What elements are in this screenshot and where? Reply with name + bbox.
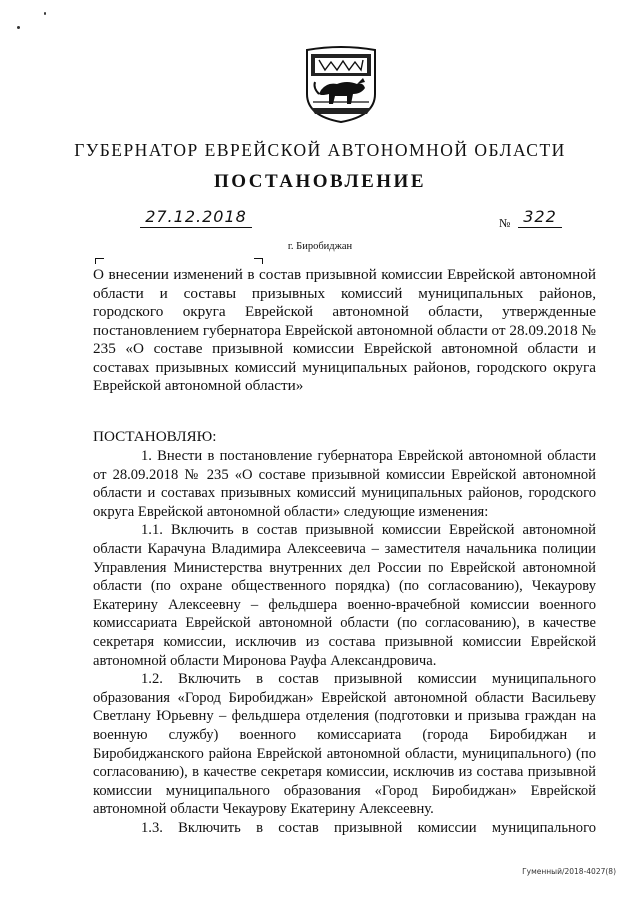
document-body [93, 447, 596, 837]
city-label: г. Биробиджан [287, 241, 353, 252]
document-number: 322 [518, 207, 562, 228]
paragraph-1-1: 1.1. Включить в состав призывной комиссии Еврейской автономной области Карачуна Владимира Алексеевича – заместителя начальника полиции Управления Министерства внутренних дел России по Еврейской автономной области (по охране общественного порядка) (по согласованию), Чекаурову Екатерину Алексеевну – фельдшера военно-врачебной комиссии военного комиссариата Еврейской автономной области (по согласованию), в качестве секретаря комиссии, исключив из состава призывной комиссии Еврейской автономной области Миронова Рауфа Александровича. [93, 522, 596, 669]
scan-speck [44, 12, 46, 15]
document-subject: О внесении изменений в состав призывной комиссии Еврейской автономной области и составы призывных комиссий муниципальных районов, городского округа Еврейской автономной области, утвержденные постановлением губернатора Еврейской автономной области от 28.09.2018 № 235 «О составе призывной комиссии Еврейской автономной области и составах призывных комиссий муниципальных районов, городского округа Еврейской автономной области» [93, 266, 596, 394]
number-sign: № [499, 216, 511, 230]
footer-code: Гуменный/2018-4027(8) [522, 867, 616, 876]
coat-of-arms-emblem [301, 46, 381, 124]
paragraph-1-2: 1.2. Включить в состав призывной комиссии муниципального образования «Город Биробиджан» Еврейской автономной области Васильеву Светлану Юрьевну – фельдшера отделения (подготовки и призыва граждан на военную службу) военного комиссариата (города Биробиджан и Биробиджанского района Еврейской автономной области, муниципального) (по согласованию), в качестве секретаря комиссии, исключив из состава призывной комиссии муниципального образования «Город Биробиджан» Еврейской автономной области Чекаурову Екатерину Алексеевну. [93, 671, 596, 818]
document-type: ПОСТАНОВЛЕНИЕ [213, 171, 427, 192]
scan-speck [17, 26, 20, 29]
paragraph-1: 1. Внести в постановление губернатора Еврейской автономной области от 28.09.2018 № 235 «О составе призывной комиссии Еврейской автономной области и составах призывных комиссий муниципальных районов, городского округа Еврейской автономной области» следующие изменения: [93, 448, 596, 520]
paragraph-1-3: 1.3. Включить в состав призывной комиссии муниципального [141, 819, 596, 836]
title-bracket-left [95, 258, 104, 264]
decree-heading: ПОСТАНОВЛЯЮ: [93, 428, 217, 445]
document-date: 27.12.2018 [140, 207, 252, 228]
title-bracket-right [254, 258, 263, 264]
governor-header: ГУБЕРНАТОР ЕВРЕЙСКОЙ АВТОНОМНОЙ ОБЛАСТИ [74, 140, 566, 160]
